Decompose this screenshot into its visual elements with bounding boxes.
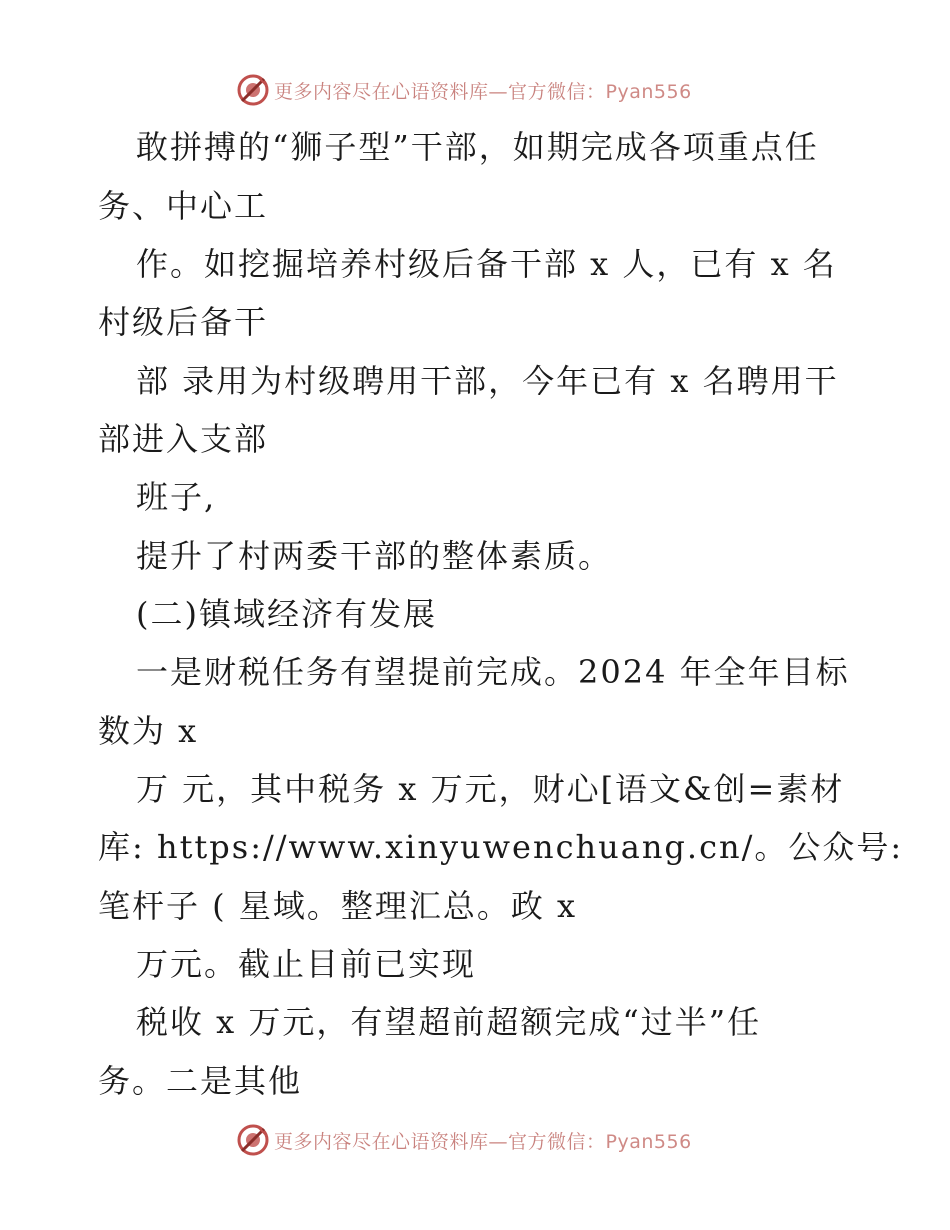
body-line: 数为 x (98, 712, 199, 750)
body-line: 万 元，其中税务 x 万元，财心[语文&创=素材 (136, 770, 845, 808)
body-line: 敢拼搏的“狮子型”干部，如期完成各项重点任 (136, 128, 819, 166)
body-line: 务。二是其他 (98, 1062, 303, 1100)
body-line: 班子, (136, 478, 217, 516)
body-line: 提升了村两委干部的整体素质。 (136, 537, 613, 575)
body-line: 务、中心工 (98, 187, 269, 225)
header-banner (0, 72, 950, 108)
banner-text: 更多内容尽在心语资料库—官方微信：Pyan556 (274, 1130, 692, 1153)
logo-icon (236, 73, 270, 107)
body-line: 作。如挖掘培养村级后备干部 x 人，已有 x 名 (136, 245, 837, 283)
body-line: 村级后备干 (98, 303, 269, 341)
body-line: 一是财税任务有望提前完成。2024 年全年目标 (136, 653, 850, 691)
logo-icon (236, 1123, 270, 1157)
body-line: 万元。截止目前已实现 (136, 945, 477, 983)
body-line: 部 录用为村级聘用干部，今年已有 x 名聘用干 (136, 362, 839, 400)
body-line: 税收 x 万元，有望超前超额完成“过半”任 (136, 1003, 762, 1041)
footer-banner (0, 1122, 950, 1158)
section-heading: (二)镇域经济有发展 (136, 595, 437, 633)
banner-text: 更多内容尽在心语资料库—官方微信：Pyan556 (274, 80, 692, 103)
body-line: 笔杆子 ( 星域。整理汇总。政 x (98, 887, 578, 925)
body-line: 部进入支部 (98, 420, 269, 458)
body-line: 库: https://www.xinyuwenchuang.cn/。公众号: (98, 828, 904, 866)
